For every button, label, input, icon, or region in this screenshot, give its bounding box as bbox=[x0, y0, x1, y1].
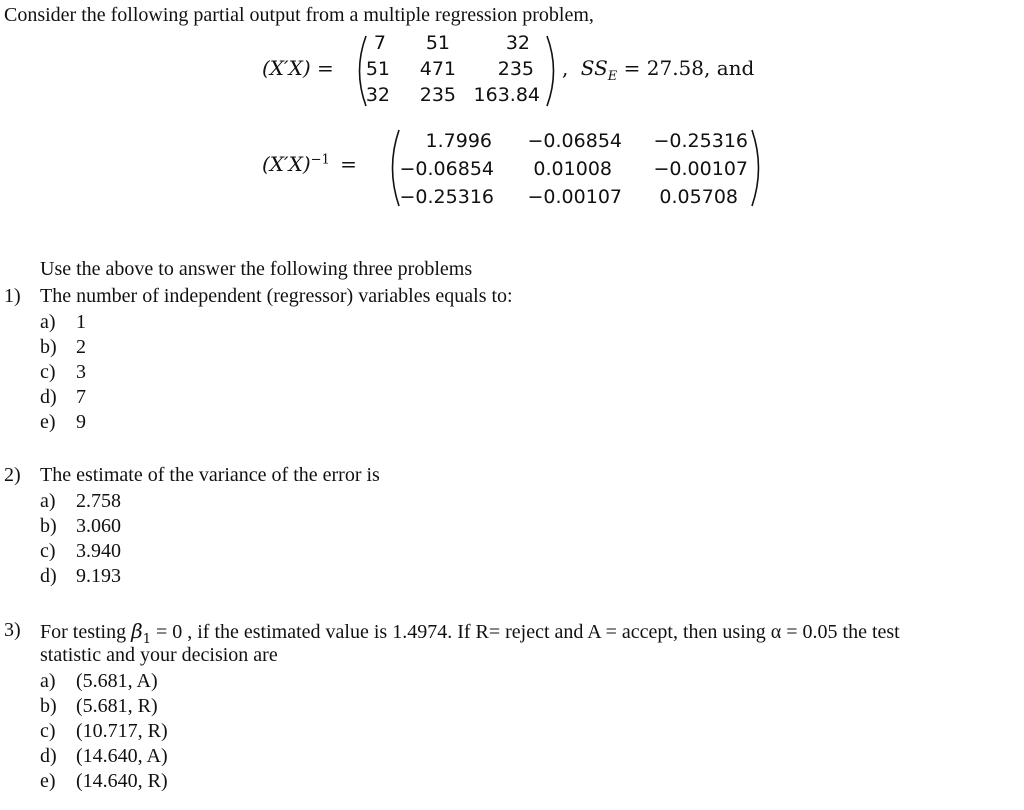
option-text: 7 bbox=[76, 386, 86, 408]
option-text: (14.640, R) bbox=[76, 770, 168, 792]
matrix-cell: 0.05708 bbox=[659, 186, 738, 208]
option-label: d) bbox=[40, 565, 57, 587]
matrix-cell: 471 bbox=[419, 58, 456, 80]
question-text: For testing $\beta_1 = 0$ , if the estimated value is 1.4974. If R= reject and A = accept, then using α = 0.05 the test bbox=[40, 619, 900, 647]
matrix-cell: −0.00107 bbox=[527, 186, 622, 208]
xtx-inv-label: $(X'X)^{-1}$ = bbox=[262, 152, 357, 176]
xtx-inv-right-paren bbox=[748, 128, 768, 208]
matrix-cell: −0.25316 bbox=[399, 186, 494, 208]
matrix-cell: 235 bbox=[497, 58, 534, 80]
option-text: (5.681, R) bbox=[76, 695, 158, 717]
option-label: a) bbox=[40, 311, 56, 333]
option-label: e) bbox=[40, 411, 56, 433]
option-text: (5.681, A) bbox=[76, 670, 158, 692]
sse-text: , $SS_E = 27.58$, and bbox=[562, 56, 755, 84]
matrix-cell: 51 bbox=[365, 58, 390, 80]
question-number: 2) bbox=[4, 464, 21, 486]
matrix-cell: 0.01008 bbox=[533, 158, 612, 180]
option-label: b) bbox=[40, 515, 57, 537]
matrix-cell: −0.06854 bbox=[399, 158, 494, 180]
lead-text: Use the above to answer the following three problems bbox=[40, 258, 473, 280]
matrix-cell: 1.7996 bbox=[425, 130, 492, 152]
option-label: d) bbox=[40, 386, 57, 408]
matrix-cell: −0.25316 bbox=[653, 130, 748, 152]
question-text: The number of independent (regressor) variables equals to: bbox=[40, 285, 513, 307]
option-label: a) bbox=[40, 670, 56, 692]
matrix-cell: 163.84 bbox=[473, 84, 540, 106]
matrix-cell: 7 bbox=[373, 32, 386, 54]
intro-text: Consider the following partial output from a multiple regression problem, bbox=[4, 4, 594, 26]
option-text: 9 bbox=[76, 411, 86, 433]
option-label: e) bbox=[40, 770, 56, 792]
option-text: (14.640, A) bbox=[76, 745, 168, 767]
question-text: The estimate of the variance of the error is bbox=[40, 464, 380, 486]
option-text: 2.758 bbox=[76, 490, 121, 512]
option-label: b) bbox=[40, 695, 57, 717]
option-label: d) bbox=[40, 745, 57, 767]
matrix-cell: −0.06854 bbox=[527, 130, 622, 152]
matrix-cell: 51 bbox=[425, 32, 450, 54]
matrix-cell: 32 bbox=[365, 84, 390, 106]
option-label: c) bbox=[40, 361, 56, 383]
option-text: 3.060 bbox=[76, 515, 121, 537]
option-label: c) bbox=[40, 720, 56, 742]
question-text-line2: statistic and your decision are bbox=[40, 644, 278, 666]
option-label: a) bbox=[40, 490, 56, 512]
matrix-cell: −0.00107 bbox=[653, 158, 748, 180]
option-text: 3 bbox=[76, 361, 86, 383]
matrix-cell: 235 bbox=[419, 84, 456, 106]
option-text: (10.717, R) bbox=[76, 720, 168, 742]
option-text: 3.940 bbox=[76, 540, 121, 562]
matrix-cell: 32 bbox=[505, 32, 530, 54]
option-label: b) bbox=[40, 336, 57, 358]
xtx-right-paren bbox=[543, 34, 563, 108]
option-label: c) bbox=[40, 540, 56, 562]
question-number: 1) bbox=[4, 285, 21, 307]
xtx-label: (X′X) = bbox=[262, 56, 334, 80]
option-text: 2 bbox=[76, 336, 86, 358]
option-text: 1 bbox=[76, 311, 86, 333]
question-number: 3) bbox=[4, 619, 21, 641]
option-text: 9.193 bbox=[76, 565, 121, 587]
